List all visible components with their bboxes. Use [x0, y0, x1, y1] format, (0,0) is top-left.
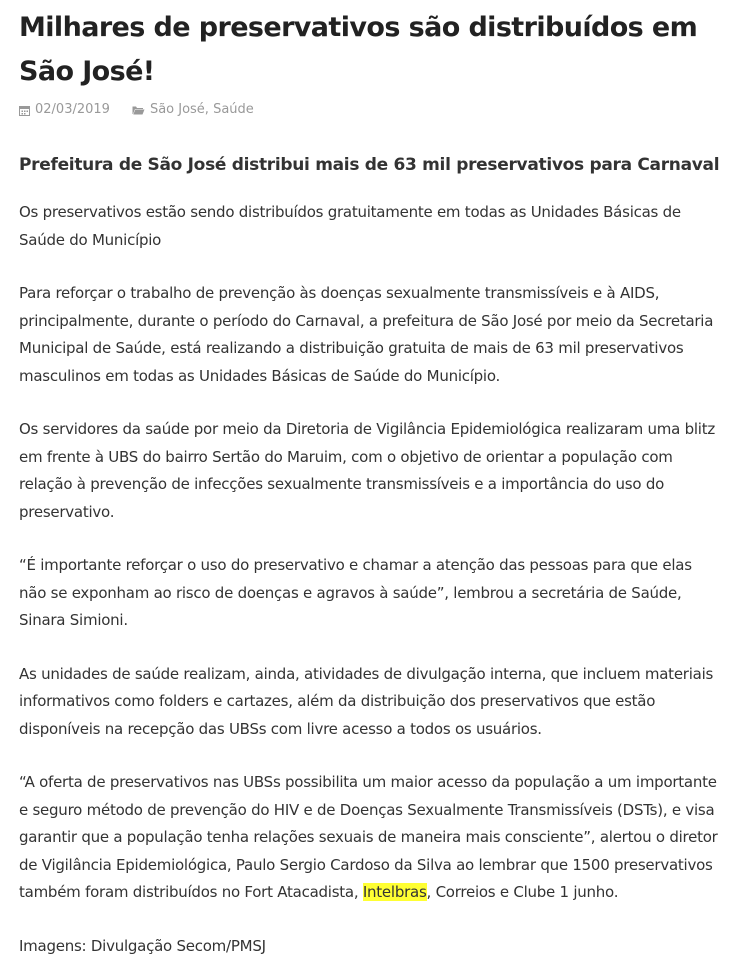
paragraph-last [19, 769, 723, 907]
article-date[interactable]: 02/03/2019 [35, 99, 110, 121]
image-credits: Imagens: Divulgação Secom/PMSJ [19, 933, 723, 960]
paragraph: Para reforçar o trabalho de prevenção às doenças sexualmente transmissíveis e à AIDS, principalmente, durante o período do Carnaval, a prefeitura de São José por meio da Secretaria Municipal de Saúde, está realizando a distribuição gratuita de mais de 63 mil preservativos masculinos em todas as Unidades Básicas de Saúde do Município. [19, 280, 723, 390]
article-categories[interactable]: São José, Saúde [150, 99, 254, 121]
paragraph-text: “A oferta de preservativos nas UBSs possibilita um maior acesso da população a um importante e seguro método de prevenção do HIV e de Doenças Sexualmente Transmissíveis (DSTs), e visa garantir que a população tenha relações sexuais de maneira mais consciente”, alertou o diretor de Vigilância Epidemiológica, Paulo Sergio Cardoso da Silva ao lembrar que 1500 preservativos também foram distribuídos no Fort Atacadista, [19, 773, 718, 901]
paragraph-text: , Correios e Clube 1 junho. [427, 883, 619, 901]
paragraph: As unidades de saúde realizam, ainda, atividades de divulgação interna, que incluem materiais informativos como folders e cartazes, além da distribuição dos preservativos que estão disponíveis na recepção das UBSs com livre acesso a todos os usuários. [19, 661, 723, 744]
paragraph: Os servidores da saúde por meio da Diretoria de Vigilância Epidemiológica realizaram uma blitz em frente à UBS do bairro Sertão do Maruim, com o objetivo de orientar a população com relação à prevenção de infecções sexualmente transmissíveis e a importância do uso do preservativo. [19, 416, 723, 526]
paragraph: Os preservativos estão sendo distribuídos gratuitamente em todas as Unidades Básicas de Saúde do Município [19, 199, 723, 254]
paragraph: “É importante reforçar o uso do preservativo e chamar a atenção das pessoas para que elas não se exponham ao risco de doenças e agravos à saúde”, lembrou a secretária de Saúde, Sinara Simioni. [19, 552, 723, 635]
article [19, 0, 723, 960]
calendar-icon [19, 105, 30, 116]
folder-icon [132, 105, 145, 115]
article-title: Milhares de preservativos são distribuídos em São José! [19, 6, 723, 94]
highlighted-term: Intelbras [363, 883, 427, 901]
article-meta [19, 99, 723, 121]
article-subtitle: Prefeitura de São José distribui mais de 63 mil preservativos para Carnaval [19, 151, 723, 179]
